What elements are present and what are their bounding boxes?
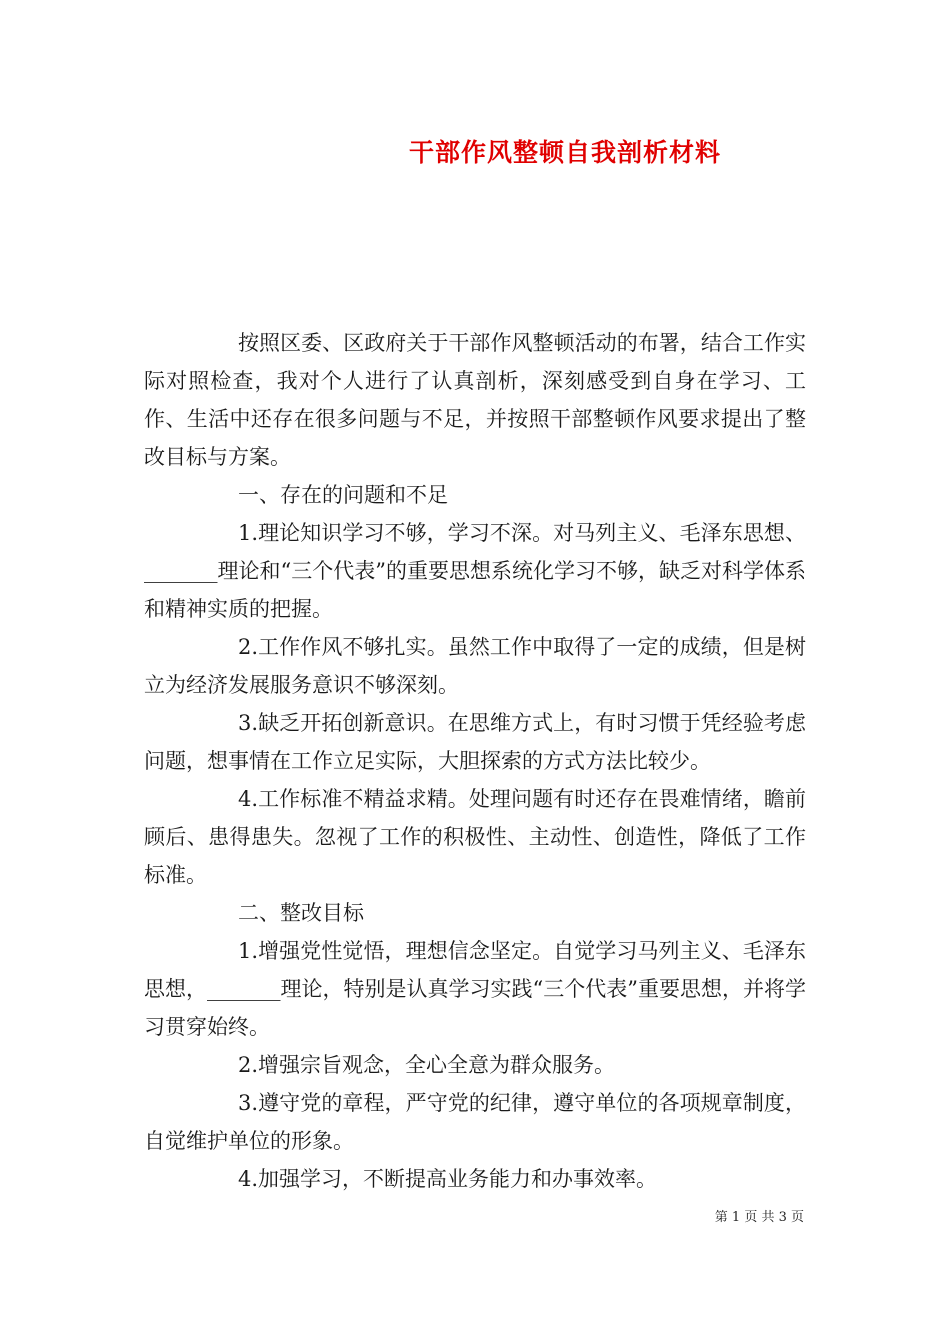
paragraph-goal-3: 3.遵守党的章程，严守党的纪律，遵守单位的各项规章制度，自觉维护单位的形象。: [144, 1091, 806, 1153]
paragraph-problem-1: 1.理论知识学习不够，学习不深。对马列主义、毛泽东思想、_______理论和“三个代表”的重要思想系统化学习不够，缺乏对科学体系和精神实质的把握。: [144, 521, 806, 621]
paragraph-goal-4: 4.加强学习，不断提高业务能力和办事效率。: [238, 1167, 658, 1191]
paragraph-problem-3: 3.缺乏开拓创新意识。在思维方式上，有时习惯于凭经验考虑问题，想事情在工作立足实际，大胆探索的方式方法比较少。: [144, 711, 806, 773]
page-number-footer: 第 1 页 共 3 页: [714, 1210, 804, 1225]
section-heading-goals: 二、整改目标: [238, 901, 364, 925]
document-body: [144, 324, 806, 1198]
section-heading-problems: 一、存在的问题和不足: [238, 483, 448, 507]
paragraph-problem-2: 2.工作作风不够扎实。虽然工作中取得了一定的成绩，但是树立为经济发展服务意识不够深刻。: [144, 635, 806, 697]
paragraph-intro: 按照区委、区政府关于干部作风整顿活动的布署，结合工作实际对照检查，我对个人进行了认真剖析，深刻感受到自身在学习、工作、生活中还存在很多问题与不足，并按照干部整顿作风要求提出了整改目标与方案。: [144, 331, 806, 469]
paragraph-goal-1: 1.增强党性觉悟，理想信念坚定。自觉学习马列主义、毛泽东思想，_______理论，特别是认真学习实践“三个代表”重要思想，并将学习贯穿始终。: [144, 939, 806, 1039]
document-title: 干部作风整顿自我剖析材料: [408, 138, 721, 167]
paragraph-goal-2: 2.增强宗旨观念，全心全意为群众服务。: [238, 1053, 616, 1077]
paragraph-problem-4: 4.工作标准不精益求精。处理问题有时还存在畏难情绪，瞻前顾后、患得患失。忽视了工作的积极性、主动性、创造性，降低了工作标准。: [144, 787, 806, 887]
